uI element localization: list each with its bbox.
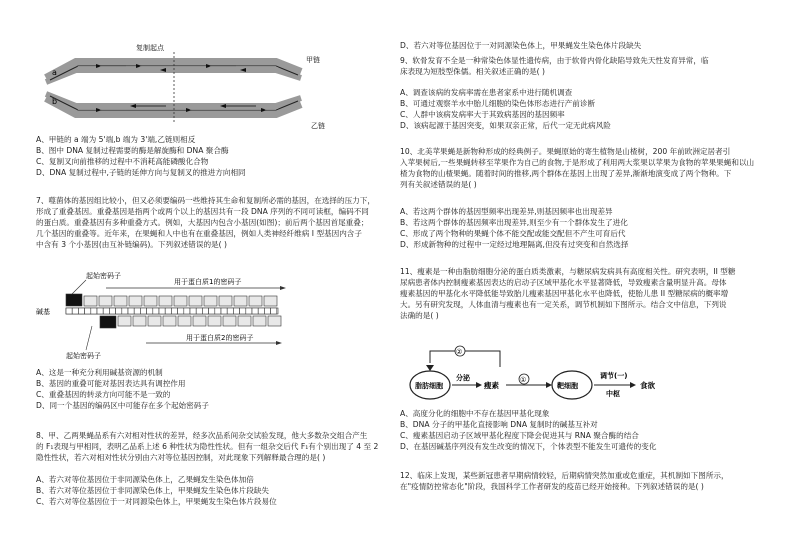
start-codon-block-2 [100, 316, 116, 328]
codon-block [99, 296, 112, 306]
base-tick [153, 308, 159, 314]
base-tick [233, 308, 239, 314]
q10-option-b: B、若这两个群体的基因频率出现差异,则至少有一个群体发生了进化 [400, 218, 628, 227]
label-base: 碱基 [36, 308, 50, 316]
q9-option-c: C、人群中该病发病率大于其致病基因的基因频率 [400, 110, 565, 119]
codon-block [174, 296, 187, 306]
base-tick [264, 308, 270, 314]
q10-stem-line: 列有关叙述错误的是( ) [400, 180, 477, 189]
codon-block [178, 316, 191, 326]
q8-stem [36, 430, 396, 463]
step1-label: ① [520, 376, 527, 384]
base-tick [240, 308, 246, 314]
arrow-icon [426, 365, 434, 371]
q11-options [400, 408, 772, 452]
q8-option-c: C、若六对等位基因位于一对同源染色体上，甲果蝇发生染色体片段易位 [36, 497, 277, 506]
base-tick [103, 308, 109, 314]
q11-option-a: A、高度分化的细胞中不存在基因甲基化现象 [400, 409, 550, 418]
codon-block [84, 296, 97, 306]
codon-block [208, 316, 221, 326]
q10-option-a: A、若这两个群体的基因型频率出现差异,则基因频率也出现差异 [400, 207, 613, 216]
base-tick [196, 308, 202, 314]
codon-block [144, 296, 157, 306]
codon-block [204, 296, 217, 306]
base-tick [134, 308, 140, 314]
base-tick [184, 308, 190, 314]
base-tick [109, 308, 115, 314]
q6-options [36, 134, 396, 178]
base-tick [178, 308, 184, 314]
base-tick [78, 308, 84, 314]
base-tick [72, 308, 78, 314]
q11-stem [400, 266, 772, 321]
start-codon-block-1 [66, 294, 82, 306]
base-tick [227, 308, 233, 314]
base-tick [140, 308, 146, 314]
q11-option-d: D、在基因碱基序列没有发生改变的情况下，个体表型不能发生可遗传的变化 [400, 442, 657, 451]
base-tick [97, 308, 103, 314]
base-tick [202, 308, 208, 314]
q9-options [400, 87, 772, 131]
codon-block [223, 316, 236, 326]
leptin-label: 瘦素 [484, 381, 499, 390]
base-tick [190, 308, 196, 314]
q10-stem-line: 10、北美苹果蝇是新物种形成的经典例子。果蝇原始的寄生植物是山楂树，200 年前欧洲定居者引 [400, 147, 731, 156]
base-tick [252, 308, 258, 314]
q11-option-c: C、瘦素基因启动子区域甲基化程度下降会促进其与 RNA 聚合酶的结合 [400, 431, 639, 440]
dna-replication-figure [36, 42, 396, 134]
q8-option-d: D、若六对等位基因位于一对同源染色体上，甲果蝇发生染色体片段缺失 [400, 41, 642, 50]
base-tick [215, 308, 221, 314]
base-tick [209, 308, 215, 314]
q11-stem-line: 11、瘦素是一种由脂肪细胞分泌的蛋白质类激素，与糖尿病发病具有高度相关性。研究表明，II 型糖 [400, 267, 736, 276]
q7-stem [36, 195, 396, 250]
regulate-label: 调节 [600, 372, 614, 380]
codon-block [253, 316, 266, 326]
label-chain-a: 甲链 [306, 56, 320, 64]
q12-stem [400, 470, 772, 492]
codon-block [193, 316, 206, 326]
codon-block [133, 316, 146, 326]
codon-block [238, 316, 251, 326]
codon-block [118, 316, 131, 326]
q7-option-b: B、基因的重叠可能对基因表达具有调控作用 [36, 379, 186, 388]
base-tick [85, 308, 91, 314]
target-cell-label: 靶细胞 [557, 382, 578, 390]
codon-block [268, 316, 281, 326]
q6-option-c: C、复制叉向前推移的过程中不消耗高能磷酸化合物 [36, 157, 209, 166]
arrow-icon [276, 341, 282, 345]
q10-stem [400, 146, 772, 190]
q9-stem-line: 床表现为短肢型侏儒。相关叙述正确的是( ) [400, 67, 546, 76]
codon-block [159, 296, 172, 306]
label-start-codon-2: 起始密码子 [66, 352, 101, 360]
codon-block [129, 296, 142, 306]
label-protein2: 用于蛋白质2的密码子 [186, 334, 254, 342]
q10-stem-line: 楂为食物的山楂果蝇。随着时间的推移,两个群体在基因上出现了差异,渐渐地演变成了两个物种。下 [400, 169, 732, 178]
base-tick [171, 308, 177, 314]
q7-stem-line: 几个基因的重叠等。近年来，在果蝇和人中也有在重叠基因，例如人类神经纤维病 I 型基因内含子 [36, 229, 362, 238]
q10-stem-line: 入苹果树后,一些果蝇转移至苹果作为自己的食物,于是形成了利用两大浆果以苹果为食物的苹果果蝇和以山 [400, 158, 755, 167]
q12-stem-line: 在"疫情防控常态化"阶段，我国科学工作者研发的疫苗已经开始接种。下列叙述错误的是( ) [400, 482, 704, 491]
q7-options [36, 367, 396, 411]
arrow-icon [546, 382, 552, 388]
q10-options [400, 206, 772, 250]
base-tick [116, 308, 122, 314]
q9-option-a: A、调查该病的发病率需在患者家系中进行随机调查 [400, 88, 573, 97]
codon-block [114, 296, 127, 306]
base-tick [147, 308, 153, 314]
q7-option-d: D、同一个基因的编码区中可能存在多个起始密码子 [36, 401, 209, 410]
q8-stem-line: 8、甲、乙两果蝇品系有六对相对性状的差异，经多次品系间杂交试验发现，他大多数杂交组合产生 [36, 431, 368, 440]
base-tick [246, 308, 252, 314]
q11-option-b: B、DNA 分子的甲基化直接影响 DNA 复制时的碱基互补对 [400, 420, 598, 429]
codon-block [249, 296, 262, 306]
q8-option-b: B、若六对等位基因位于非同源染色体上，甲果蝇发生染色体片段缺失 [36, 486, 270, 495]
q8-stem-line: 隐性性状，若六对相对性状分别由六对等位基因控制，对此现象下列解释最合理的是( ) [36, 453, 326, 462]
base-tick [122, 308, 128, 314]
codon-block [163, 316, 176, 326]
label-start-codon-1: 起始密码子 [86, 272, 121, 280]
base-tick [91, 308, 97, 314]
leptin-regulation-figure [400, 345, 772, 405]
q10-option-c: C、形成了两个物种的果蝇个体不能交配或能交配但不产生可育后代 [400, 229, 626, 238]
q9-option-b: B、可通过观察羊水中胎儿细胞的染色体形态进行产前诊断 [400, 99, 596, 108]
secrete-label: 分泌 [456, 374, 470, 382]
q9-stem-line: 9、软骨发育不全是一种常染色体显性遗传病，由于软骨内骨化缺陷导致先天性发育异常，临 [400, 56, 709, 65]
base-tick [165, 308, 171, 314]
q12-stem-line: 12、临床上发现，某些新冠患者早期病情较轻，后期病情突然加重或危重症，其机制如下图所示， [400, 471, 729, 480]
q11-stem-line: 法确的是( ) [400, 311, 439, 320]
q10-option-d: D、形成新物种的过程中一定经过地理隔离,但没有过突变和自然选择 [400, 240, 629, 249]
codon-block [219, 296, 232, 306]
q7-stem-line: 7、噬菌体的基因组比较小，但又必须要编码一些维持其生命和复制所必需的基因，在选择的压力下， [36, 196, 375, 205]
q7-stem-line: 中含有 3 个小基因(由互补链编码)。下列叙述错误的是( ) [36, 240, 227, 249]
q8-stem-line: 的 F₁表现与甲相同，表明乙品系上述 6 种性状为隐性性状。但有一组杂交后代 F₁有个别出现了 4 至 2 [36, 442, 379, 451]
codon-block [148, 316, 161, 326]
base-tick [128, 308, 134, 314]
base-tick [258, 308, 264, 314]
q7-option-a: A、这是一种充分利用碱基资源的机制 [36, 368, 163, 377]
q7-stem-line: 的蛋白质。重叠基因有多种重叠方式。例如，大基因内包含小基因(如图)；前后两个基因首尾重叠； [36, 218, 369, 227]
center-line2: 中枢 [606, 390, 620, 398]
base-tick [271, 308, 277, 314]
base-tick [159, 308, 165, 314]
center-line1: (一) [614, 372, 628, 380]
q6-option-b: B、图中 DNA 复制过程需要的酶是解旋酶和 DNA 聚合酶 [36, 146, 229, 155]
label-chain-b: 乙链 [311, 122, 325, 130]
q9-option-d: D、该病起源于基因突变，如果双亲正常，后代一定无此病风险 [400, 121, 611, 130]
base-tick [221, 308, 227, 314]
label-origin: 复制起点 [136, 44, 164, 52]
q11-stem-line: 瘦素基因的甲基化水平降低能导致胎儿瘦素基因甲基化水平也降低，使胎儿患 II 型糖尿病的概率增 [400, 289, 729, 298]
q11-stem-line: 大。另有研究发现，人体血清与瘦素也有一定关系，调节机制如下图所示。结合文中信息，下列说 [400, 300, 727, 309]
arrow-icon [476, 382, 482, 388]
codon-block [234, 296, 247, 306]
codon-block [264, 296, 277, 306]
q9-stem [400, 55, 772, 77]
step2-label: ② [456, 348, 463, 356]
base-tick [66, 308, 72, 314]
label-protein1: 用于蛋白质1的密码子 [174, 278, 242, 286]
arrow-icon [630, 382, 636, 388]
arrow-icon [280, 286, 286, 290]
label-b: b [52, 97, 58, 106]
label-a: a [52, 68, 57, 77]
fat-cell-label: 脂肪细胞 [415, 382, 443, 390]
q6-option-a: A、甲链的 a 端为 5'端,b 端为 3'端,乙链则相反 [36, 135, 196, 144]
q6-option-d: D、DNA 复制过程中,子链的延伸方向与复制叉的推进方向相同 [36, 168, 246, 177]
q11-stem-line: 尿病患者体内控制瘦素基因表达的启动子区域甲基化水平显著降低，导致瘦素含量明显升高。母体 [400, 278, 727, 287]
codon-block [189, 296, 202, 306]
q8-option-a: A、若六对等位基因位于非同源染色体上，乙果蝇发生染色体加倍 [36, 475, 254, 484]
food-label: 食欲 [640, 381, 655, 390]
q8-options [36, 474, 396, 507]
q7-option-c: C、重叠基因的转录方向可能不是一致的 [36, 390, 171, 399]
overlapping-genes-figure [36, 270, 396, 362]
q7-stem-line: 形成了重叠基因。重叠基因是指两个或两个以上的基因共有一段 DNA 序列的不同可读框，编码不同 [36, 207, 369, 216]
